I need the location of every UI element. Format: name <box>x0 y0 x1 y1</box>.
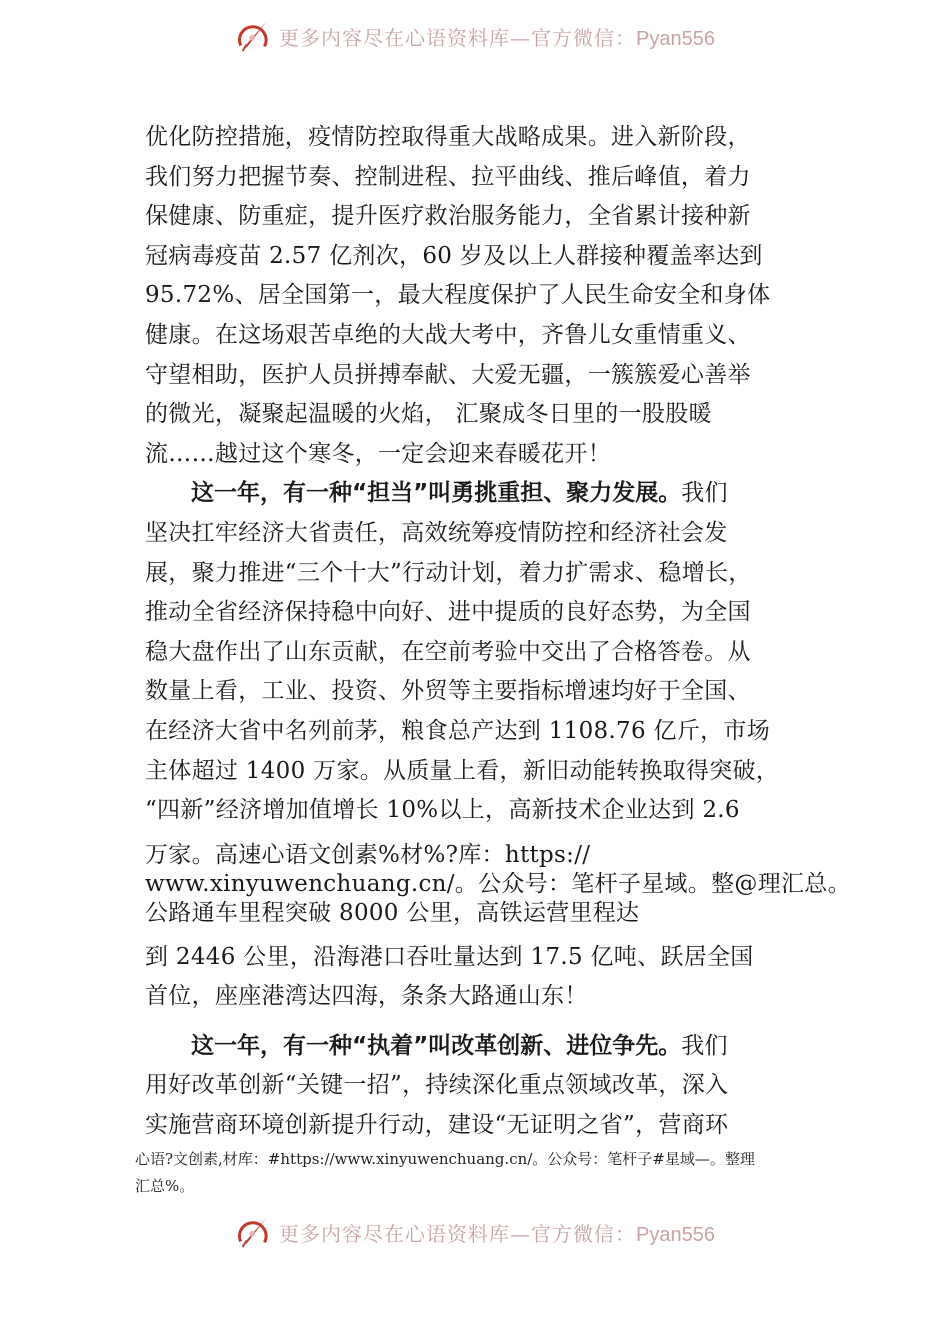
footnote <box>135 1146 835 1200</box>
text-line: 我们努力把握节奏、控制进程、拉平曲线、推后峰值，着力 <box>145 163 751 190</box>
inserted-text-line: 万家。高速心语文创素%材%?库：https:// <box>145 841 591 868</box>
document-body <box>145 118 851 1146</box>
text-line: 坚决扛牢经济大省责任，高效统筹疫情防控和经济社会发 <box>145 519 728 546</box>
paragraph-lead: 我们 <box>681 480 728 507</box>
paragraph-heading: 这一年，有一种“执着”叫改革创新、进位争先。 <box>191 1032 682 1059</box>
footnote-line: 心语?文创素,材库：#https://www.xinyuwenchuang.cn/。公众号：笔杆子#星域—。整理 <box>135 1150 755 1168</box>
paragraph-heading-line <box>145 1027 835 1067</box>
text-line: 冠病毒疫苗 2.57 亿剂次，60 岁及以上人群接种覆盖率达到 <box>145 242 763 269</box>
text-line: 守望相助，医护人员拼搏奉献、大爱无疆，一簇簇爱心善举 <box>145 361 751 388</box>
footer-banner <box>0 1212 950 1252</box>
text-line: 数量上看，工业、投资、外贸等主要指标增速均好于全国、 <box>145 678 751 705</box>
paragraph-heading: 这一年，有一种“担当”叫勇挑重担、聚力发展。 <box>191 480 682 507</box>
wechat-id: Pyan556 <box>636 1223 715 1246</box>
banner-text: 更多内容尽在心语资料库—官方微信：Pyan556 <box>279 25 715 50</box>
paragraph-lead: 我们 <box>681 1032 728 1059</box>
inserted-text-line: www.xinyuwenchuang.cn/。公众号：笔杆子星域。整@理汇总。 <box>145 870 851 897</box>
text-line: 优化防控措施，疫情防控取得重大战略成果。进入新阶段， <box>145 124 751 150</box>
footnote-line: 汇总%。 <box>135 1177 195 1195</box>
quill-logo-icon <box>235 1213 273 1251</box>
text-line: 保健康、防重症，提升医疗救治服务能力，全省累计接种新 <box>145 203 751 230</box>
text-line: 推动全省经济保持稳中向好、进中提质的良好态势，为全国 <box>145 599 751 626</box>
text-line: “四新”经济增加值增长 10%以上，高新技术企业达到 2.6 <box>145 797 740 824</box>
banner-text: 更多内容尽在心语资料库—官方微信：Pyan556 <box>279 1221 715 1246</box>
text-line: 实施营商环境创新提升行动，建设“无证明之省”，营商环 <box>145 1112 729 1139</box>
text-line: 到 2446 公里，沿海港口吞吐量达到 17.5 亿吨、跃居全国 <box>145 943 754 970</box>
wechat-id: Pyan556 <box>636 27 715 50</box>
text-line: 展，聚力推进“三个十大”行动计划，着力扩需求、稳增长， <box>145 559 752 586</box>
header-banner <box>0 16 950 56</box>
text-line: 健康。在这场艰苦卓绝的大战大考中，齐鲁儿女重情重义、 <box>145 321 751 348</box>
paragraph-heading-line <box>145 474 835 514</box>
text-line: 稳大盘作出了山东贡献，在空前考验中交出了合格答卷。从 <box>145 638 751 665</box>
text-line: 的微光，凝聚起温暖的火焰， 汇聚成冬日里的一股股暖 <box>145 401 712 428</box>
text-line: 流……越过这个寒冬，一定会迎来春暖花开！ <box>145 440 611 467</box>
quill-logo-icon <box>235 17 273 55</box>
inserted-text-line: 公路通车里程突破 8000 公里，高铁运营里程达 <box>145 899 640 926</box>
text-line: 在经济大省中名列前茅，粮食总产达到 1108.76 亿斤，市场 <box>145 717 771 744</box>
text-line: 用好改革创新“关键一招”，持续深化重点领域改革，深入 <box>145 1072 729 1099</box>
text-line: 主体超过 1400 万家。从质量上看，新旧动能转换取得突破， <box>145 757 780 784</box>
text-line: 95.72%、居全国第一，最大程度保护了人民生命安全和身体 <box>145 282 771 309</box>
text-line: 首位，座座港湾达四海，条条大路通山东！ <box>145 983 588 1010</box>
